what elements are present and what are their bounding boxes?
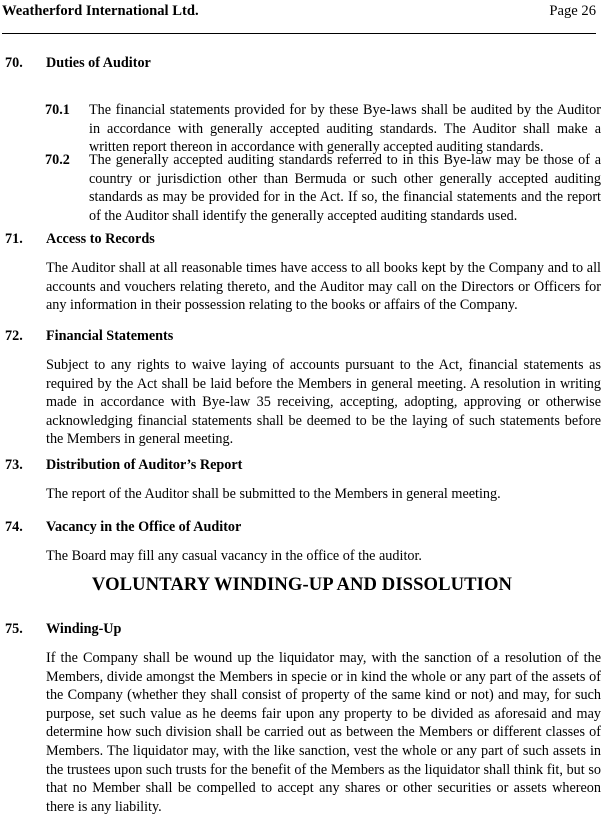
company-name: Weatherford International Ltd. bbox=[2, 3, 199, 19]
section-number: 71. bbox=[5, 231, 23, 247]
section-title: Vacancy in the Office of Auditor bbox=[46, 519, 242, 535]
subsection-number: 70.1 bbox=[45, 102, 70, 118]
subsection-number: 70.2 bbox=[45, 152, 70, 168]
page-header bbox=[2, 2, 596, 24]
section-title: Distribution of Auditor’s Report bbox=[46, 457, 243, 473]
section-number: 74. bbox=[5, 519, 23, 535]
section-title: Financial Statements bbox=[46, 328, 174, 344]
section-title: Duties of Auditor bbox=[46, 55, 151, 71]
section-74-body: The Board may fill any casual vacancy in the office of the auditor. bbox=[46, 548, 422, 564]
section-title: Winding-Up bbox=[46, 621, 122, 637]
header-rule bbox=[2, 33, 596, 34]
section-title: Access to Records bbox=[46, 231, 155, 247]
section-number: 70. bbox=[5, 55, 23, 71]
subsection-text: The financial statements provided for by these Bye-laws shall be audited by the Auditor in accordance with generally accepted auditing standards. The Auditor shall make a written report thereon in accordance with generally accepted auditing standards. bbox=[89, 102, 601, 156]
section-number: 72. bbox=[5, 328, 23, 344]
section-number: 75. bbox=[5, 621, 23, 637]
page-number: Page 26 bbox=[549, 3, 596, 19]
section-75-body: If the Company shall be wound up the liquidator may, with the sanction of a resolution of the Members, divide amongst the Members in specie or in kind the whole or any part of the assets of the Company (whether they shall consist of property of the same kind or not) and may, for such purpose, set such value as he deems fair upon any property to be divided as aforesaid and may determine how such division shall be carried out as between the Members or different classes of Members. The liquidator may, with the like sanction, vest the whole or any part of such assets in the trustees upon such trusts for the benefit of the Members as the liquidator shall think fit, but so that no Member shall be compelled to accept any shares or other securities or assets whereon there is any liability. bbox=[46, 650, 601, 815]
part-heading: VOLUNTARY WINDING-UP AND DISSOLUTION bbox=[91, 574, 513, 595]
subsection-text: The generally accepted auditing standards referred to in this Bye-law may be those of a country or jurisdiction other than Bermuda or such other generally accepted auditing standards as may be provided for in the Act. If so, the financial statements and the report of the Auditor shall identify the generally accepted auditing standards used. bbox=[89, 152, 601, 224]
section-73-body: The report of the Auditor shall be submitted to the Members in general meeting. bbox=[46, 486, 501, 502]
section-72-body: Subject to any rights to waive laying of accounts pursuant to the Act, financial statements as required by the Act shall be laid before the Members in general meeting. A resolution in writing made in accordance with Bye-law 35 receiving, accepting, adopting, approving or otherwise acknowledging financial statements shall be deemed to be the laying of such statements before the Members in general meeting. bbox=[46, 357, 601, 448]
section-number: 73. bbox=[5, 457, 23, 473]
section-71-body: The Auditor shall at all reasonable times have access to all books kept by the Company and to all accounts and vouchers relating thereto, and the Auditor may call on the Directors or Officers for any information in their possession relating to the books or affairs of the Company. bbox=[46, 260, 601, 314]
